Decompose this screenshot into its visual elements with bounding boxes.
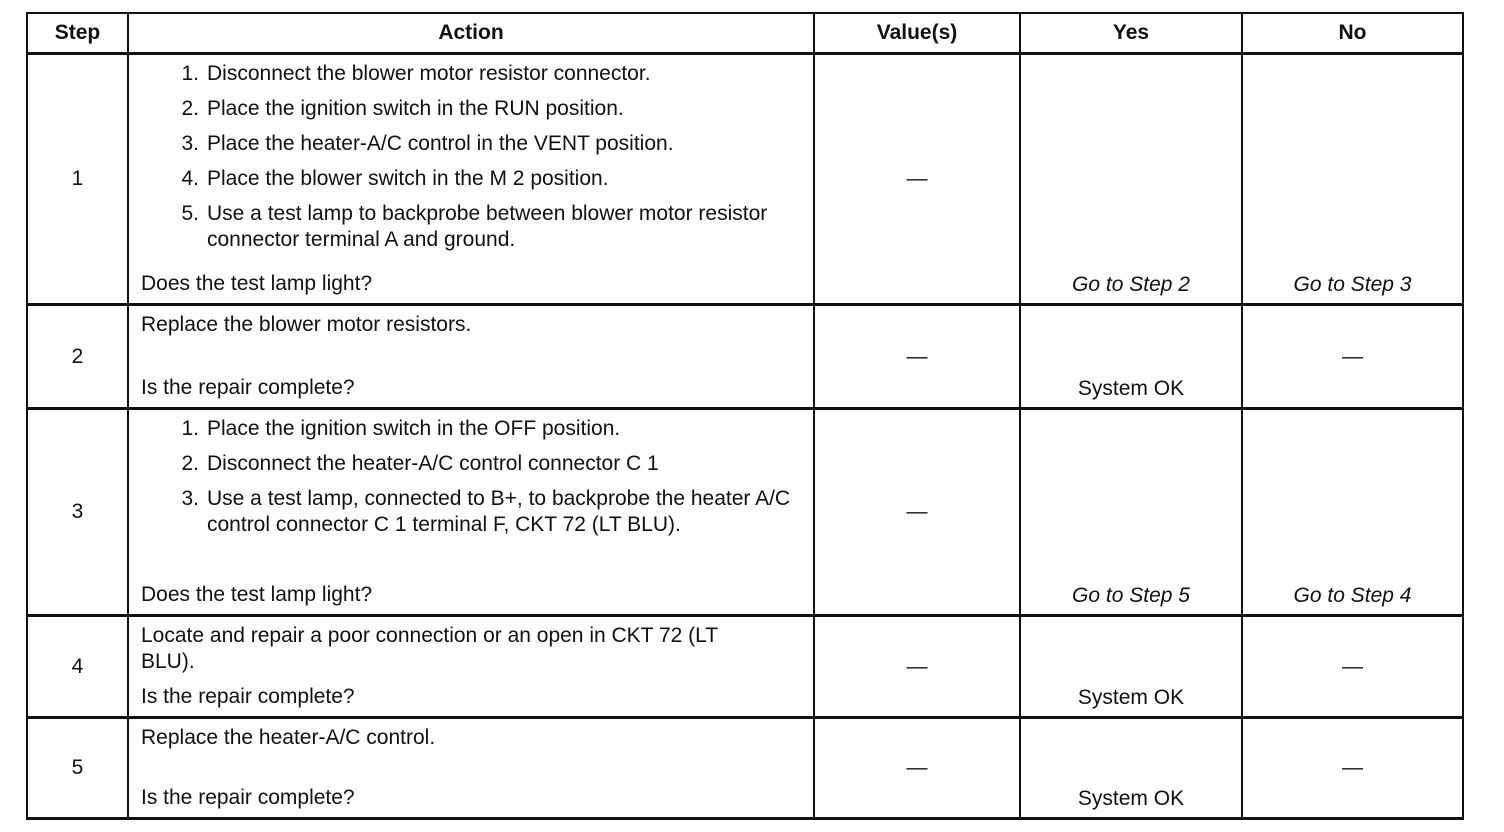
action-cell bbox=[128, 409, 814, 616]
step-number: 3 bbox=[27, 409, 128, 616]
step-number: 4 bbox=[27, 616, 128, 718]
list-item: 1. Place the ignition switch in the OFF position. bbox=[181, 417, 621, 440]
table-row bbox=[27, 718, 1463, 819]
action-cell bbox=[128, 305, 814, 409]
action-steps bbox=[141, 416, 801, 538]
list-item: 5. Use a test lamp to backprobe between blower motor resistor connector terminal A and ground. bbox=[181, 202, 768, 251]
no-cell: Go to Step 3 bbox=[1242, 54, 1463, 305]
action-question: Is the repair complete? bbox=[141, 786, 355, 809]
diagnostic-table bbox=[26, 12, 1464, 820]
value-cell: — bbox=[814, 54, 1020, 305]
action-text: Locate and repair a poor connection or an open in CKT 72 (LT BLU). bbox=[141, 624, 718, 673]
action-cell bbox=[128, 54, 814, 305]
action-question: Is the repair complete? bbox=[141, 685, 355, 708]
list-item: 3. Use a test lamp, connected to B+, to backprobe the heater A/C control connector C 1 terminal F, CKT 72 (LT BLU). bbox=[181, 487, 791, 536]
action-question: Is the repair complete? bbox=[141, 376, 355, 399]
yes-cell: System OK bbox=[1020, 718, 1242, 819]
table-row bbox=[27, 409, 1463, 616]
step-number: 2 bbox=[27, 305, 128, 409]
action-cell bbox=[128, 616, 814, 718]
action-steps bbox=[141, 61, 801, 253]
header-no: No bbox=[1242, 13, 1463, 54]
table-row bbox=[27, 616, 1463, 718]
action-question: Does the test lamp light? bbox=[141, 583, 373, 606]
step-number: 1 bbox=[27, 54, 128, 305]
list-item: 4. Place the blower switch in the M 2 position. bbox=[181, 167, 609, 190]
yes-cell: System OK bbox=[1020, 305, 1242, 409]
no-cell: — bbox=[1242, 718, 1463, 819]
header-yes: Yes bbox=[1020, 13, 1242, 54]
action-text: Replace the blower motor resistors. bbox=[141, 313, 472, 336]
header-row bbox=[27, 13, 1463, 54]
step-number: 5 bbox=[27, 718, 128, 819]
list-item: 2. Place the ignition switch in the RUN position. bbox=[181, 97, 624, 120]
yes-cell: Go to Step 5 bbox=[1020, 409, 1242, 616]
yes-cell: Go to Step 2 bbox=[1020, 54, 1242, 305]
no-cell: — bbox=[1242, 305, 1463, 409]
header-action: Action bbox=[128, 13, 814, 54]
list-item: 2. Disconnect the heater-A/C control connector C 1 bbox=[181, 452, 659, 475]
no-cell: Go to Step 4 bbox=[1242, 409, 1463, 616]
no-cell: — bbox=[1242, 616, 1463, 718]
list-item: 1. Disconnect the blower motor resistor connector. bbox=[181, 62, 651, 85]
header-values: Value(s) bbox=[814, 13, 1020, 54]
header-step: Step bbox=[27, 13, 128, 54]
action-question: Does the test lamp light? bbox=[141, 272, 373, 295]
list-item: 3. Place the heater-A/C control in the VENT position. bbox=[181, 132, 674, 155]
action-cell bbox=[128, 718, 814, 819]
value-cell: — bbox=[814, 409, 1020, 616]
table-row bbox=[27, 305, 1463, 409]
yes-cell: System OK bbox=[1020, 616, 1242, 718]
value-cell: — bbox=[814, 718, 1020, 819]
table-row bbox=[27, 54, 1463, 305]
value-cell: — bbox=[814, 616, 1020, 718]
value-cell: — bbox=[814, 305, 1020, 409]
action-text: Replace the heater-A/C control. bbox=[141, 726, 436, 749]
